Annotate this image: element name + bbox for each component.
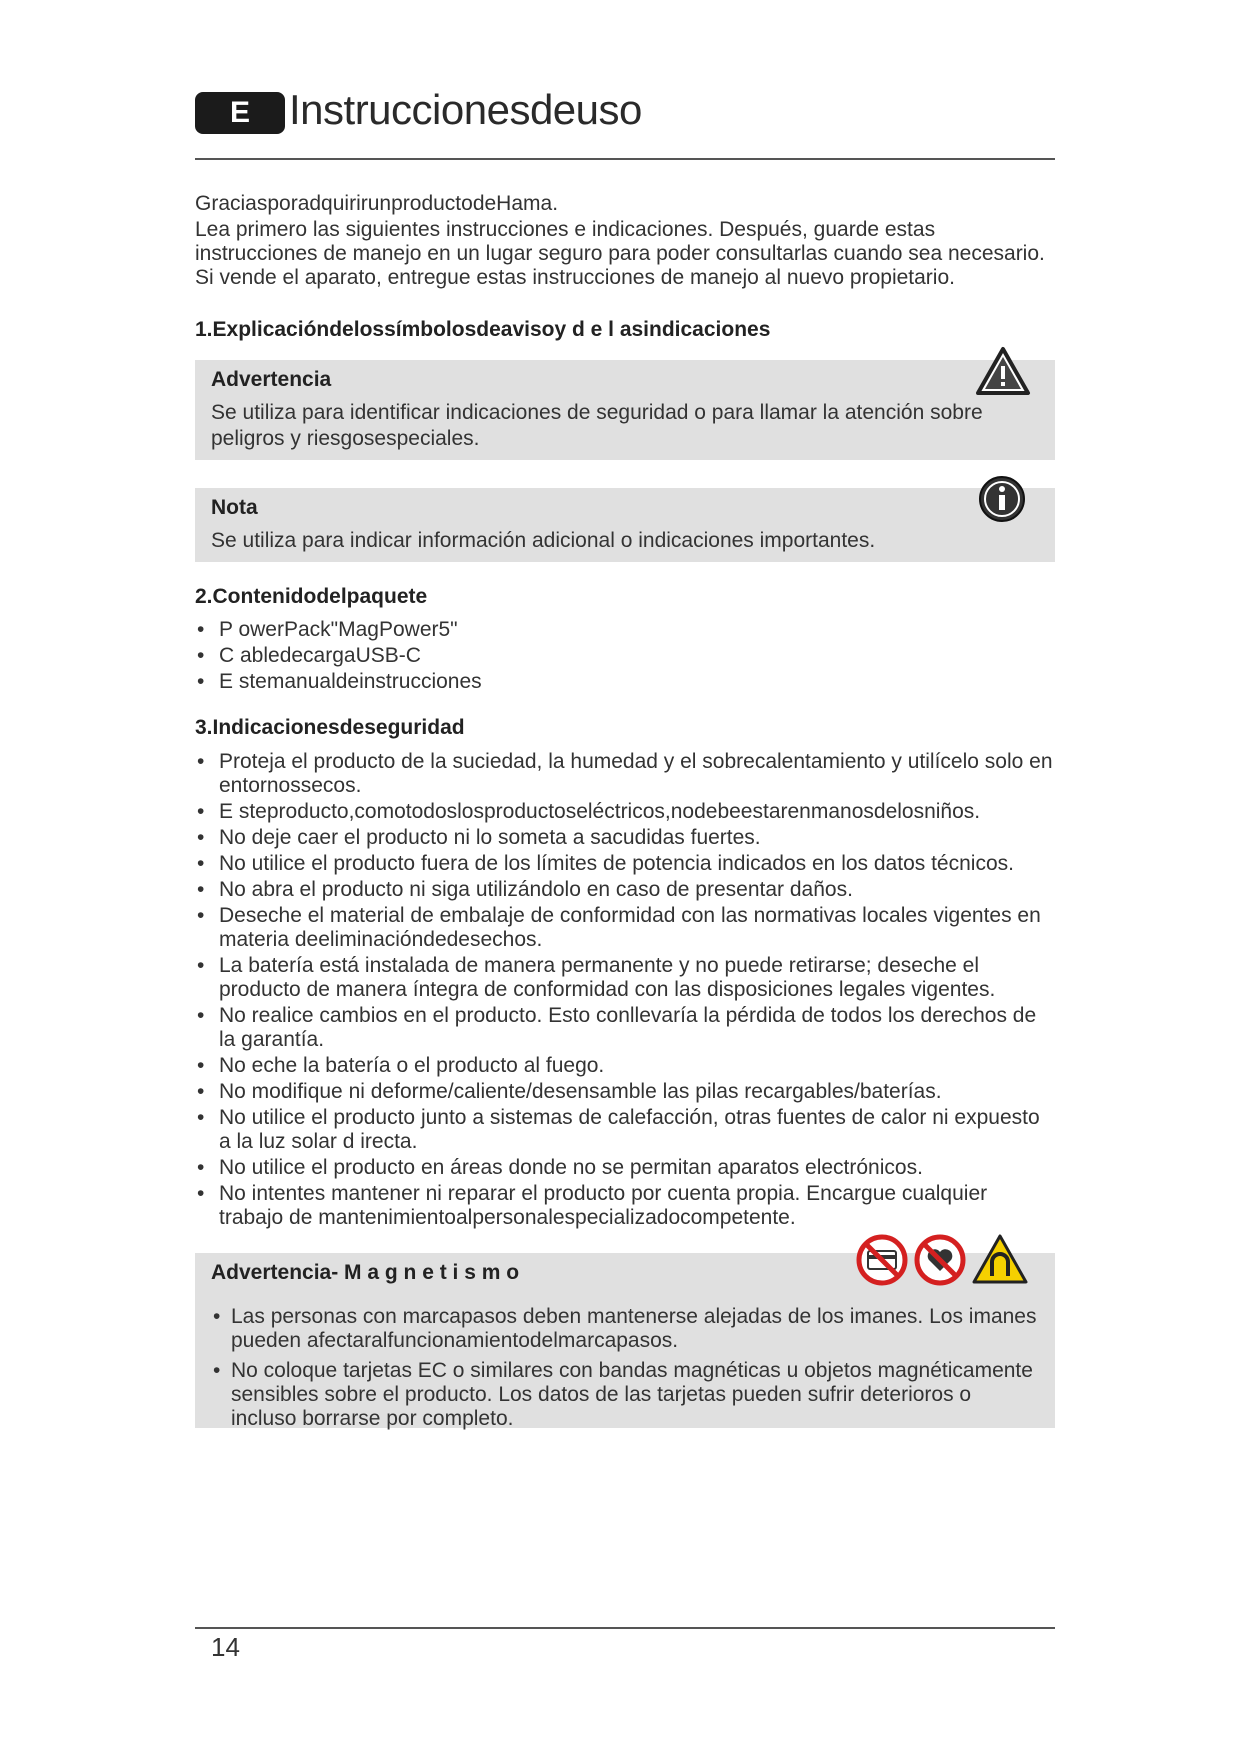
header-divider [195, 158, 1055, 160]
warning-box [195, 360, 1055, 460]
list-item: • No abra el producto ni siga utilizándolo en caso de presentar daños. [195, 878, 1055, 902]
list-item: • C abledecargaUSB-C [195, 644, 1055, 668]
list-item: • No modifique ni deforme/caliente/desensamble las pilas recargables/baterías. [195, 1080, 1055, 1104]
list-item: • E stemanualdeinstrucciones [195, 670, 1055, 694]
list-item: • No deje caer el producto ni lo someta a sacudidas fuertes. [195, 826, 1055, 850]
no-pacemaker-icon [913, 1233, 967, 1287]
page-title: Instruccionesdeuso [289, 86, 642, 133]
list-item: • E steproducto,comotodoslosproductoseléctricos,nodebeestarenmanosdelosniños. [195, 800, 1055, 824]
note-body: Se utiliza para indicar información adicional o indicaciones importantes. [211, 529, 876, 552]
list-item: • La batería está instalada de manera permanente y no puede retirarse; deseche el producto de manera íntegra de conformidad con las disposiciones legales vigentes. [195, 954, 1055, 1002]
language-badge: E [195, 92, 285, 134]
page-number: 14 [211, 1632, 240, 1662]
intro-text: Lea primero las siguientes instrucciones e indicaciones. Después, guarde estas instrucciones de manejo en un lugar seguro para poder consultarlas cuando sea necesario. Si vende el aparato, entregue estas instrucciones de manejo al nuevo propietario. [195, 218, 1045, 289]
list-item: • No utilice el producto fuera de los límites de potencia indicados en los datos técnicos. [195, 852, 1055, 876]
list-item: • No eche la batería o el producto al fuego. [195, 1054, 1055, 1078]
warning-body: Se utiliza para identificar indicaciones de seguridad o para llamar la atención sobre peligros y riesgosespeciales. [211, 401, 983, 450]
info-icon [977, 474, 1027, 524]
intro-thanks: GraciasporadquirirunproductodeHama. [195, 192, 559, 215]
magnet-warning-icon [971, 1233, 1029, 1285]
section2-heading: 2.Contenidodelpaquete [195, 585, 428, 608]
warning-title: Advertencia [211, 368, 332, 391]
list-item: • Proteja el producto de la suciedad, la humedad y el sobrecalentamiento y utilícelo solo en entornossecos. [195, 750, 1055, 798]
intro [195, 192, 1055, 290]
magnetism-list [211, 1305, 1041, 1437]
package-contents-list [195, 618, 1055, 696]
note-box [195, 488, 1055, 562]
footer-divider [195, 1627, 1055, 1629]
list-item: • No coloque tarjetas EC o similares con bandas magnéticas u objetos magnéticamente sensibles sobre el producto. Los datos de las tarjetas pueden sufrir deterioros o incluso borrarse por completo. [211, 1359, 1041, 1431]
safety-list [195, 750, 1055, 1232]
list-item: • No realice cambios en el producto. Esto conllevaría la pérdida de todos los derechos de la garantía. [195, 1004, 1055, 1052]
list-item: • No utilice el producto junto a sistemas de calefacción, otras fuentes de calor ni expuesto a la luz solar d irecta. [195, 1106, 1055, 1154]
page-header [195, 86, 1055, 140]
warning-triangle-icon [975, 346, 1031, 396]
section3-heading: 3.Indicacionesdeseguridad [195, 716, 465, 739]
note-title: Nota [211, 496, 258, 519]
list-item: • P owerPack"MagPower5" [195, 618, 1055, 642]
magnetism-title: Advertencia- M a g n e t i s m o [211, 1261, 520, 1284]
list-item: • Las personas con marcapasos deben mantenerse alejadas de los imanes. Los imanes pueden afectaralfuncionamientodelmarcapasos. [211, 1305, 1041, 1353]
magnetism-warning-box [195, 1253, 1055, 1428]
list-item: • No utilice el producto en áreas donde no se permitan aparatos electrónicos. [195, 1156, 1055, 1180]
section1-heading: 1.Explicacióndelossímbolosdeavisoy d e l asindicaciones [195, 318, 771, 341]
list-item: • No intentes mantener ni reparar el producto por cuenta propia. Encargue cualquier trabajo de mantenimientoalpersonalespecializadocompetente. [195, 1182, 1055, 1230]
list-item: • Deseche el material de embalaje de conformidad con las normativas locales vigentes en materia deeliminacióndedesechos. [195, 904, 1055, 952]
no-magnetic-cards-icon [855, 1233, 909, 1287]
